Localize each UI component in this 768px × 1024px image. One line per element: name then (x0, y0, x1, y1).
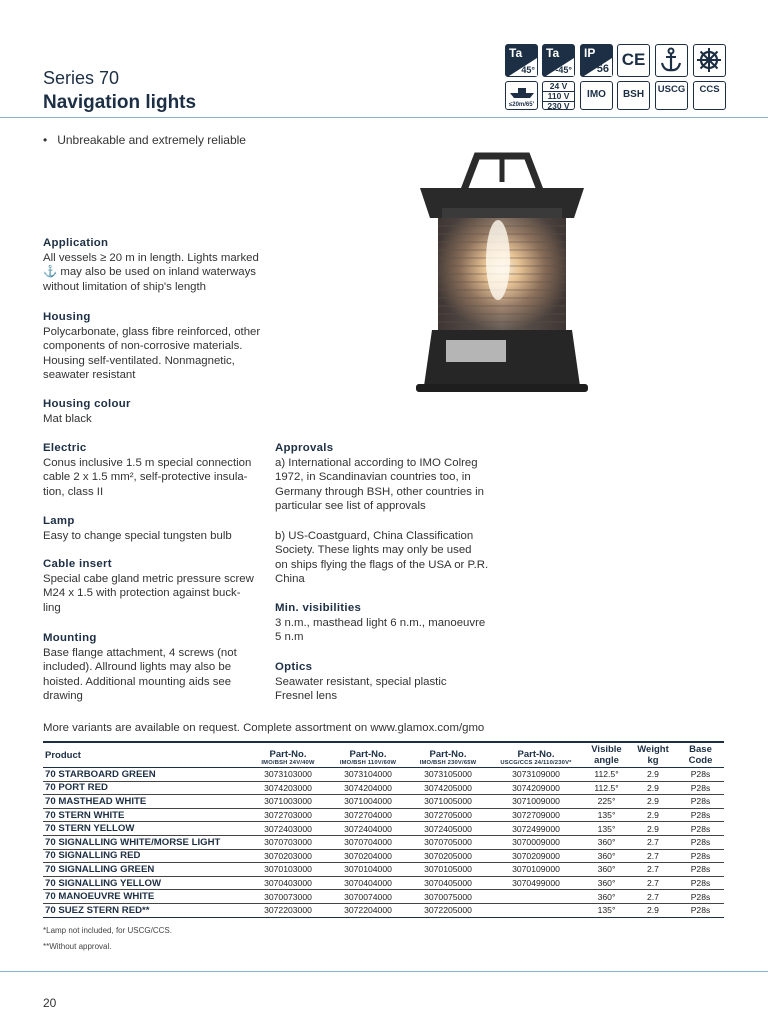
section-line: Base flange attachment, 4 screws (not (43, 646, 237, 659)
table-cell: 3072203000 (248, 903, 328, 917)
product-name-cell: 70 SUEZ STERN RED** (43, 903, 248, 917)
table-cell: 112.5° (584, 781, 629, 795)
header-main: Part-No. (429, 749, 467, 760)
table-cell: 3070209000 (488, 849, 584, 863)
feature-text: Unbreakable and extremely reliable (57, 133, 246, 147)
ta-minus-badge (542, 44, 575, 77)
section-line: on ships flying the flags of the USA or P.R. (275, 558, 489, 571)
section-line: 1972, in Scandinavian countries too, in (275, 471, 471, 484)
table-cell: 360° (584, 835, 629, 849)
table-cell: 3070204000 (328, 849, 408, 863)
bullet-icon: • (43, 133, 58, 147)
table-cell: P28s (677, 808, 724, 822)
table-cell: 3070105000 (408, 863, 488, 877)
product-name-cell: 70 PORT RED (43, 781, 248, 795)
section-electric (43, 441, 268, 499)
table-cell: 3072205000 (408, 903, 488, 917)
ip-label: IP (584, 46, 596, 60)
table-cell: 3071005000 (408, 795, 488, 809)
section-line: components of non-corrosive materials. (43, 340, 243, 353)
section-line: Conus inclusive 1.5 m special connection (43, 456, 252, 469)
product-name-cell: 70 STARBOARD GREEN (43, 768, 248, 782)
table-cell: 3070075000 (408, 890, 488, 904)
section-lamp (43, 514, 268, 543)
product-name-cell: 70 MASTHEAD WHITE (43, 795, 248, 809)
table-cell: P28s (677, 781, 724, 795)
table-cell: 360° (584, 876, 629, 890)
table-cell: 3074209000 (488, 781, 584, 795)
table-cell: P28s (677, 795, 724, 809)
section-line: Polycarbonate, glass fibre reinforced, other (43, 325, 261, 338)
table-cell: 3074205000 (408, 781, 488, 795)
table-cell: 3073105000 (408, 768, 488, 782)
table-cell: 2.7 (629, 835, 677, 849)
section-line: China (275, 573, 305, 586)
table-cell: 3071004000 (328, 795, 408, 809)
table-cell: 3073103000 (248, 768, 328, 782)
boat-length-value: ≤20m/65' (508, 102, 535, 108)
table-cell: P28s (677, 876, 724, 890)
section-line: included). Allround lights may also be (43, 661, 232, 674)
section-housing-colour (43, 397, 268, 426)
table-cell: 3072703000 (248, 808, 328, 822)
section-line: All vessels ≥ 20 m in length. Lights marked (43, 251, 259, 264)
table-cell: P28s (677, 835, 724, 849)
table-cell: 2.7 (629, 876, 677, 890)
product-name-cell: 70 MANOEUVRE WHITE (43, 890, 248, 904)
page-title: Navigation lights (43, 92, 197, 113)
section-line: drawing (43, 690, 83, 703)
ta-minus-label: Ta (546, 46, 560, 60)
table-row (43, 768, 724, 782)
product-name-cell: 70 SIGNALLING WHITE/MORSE LIGHT (43, 835, 248, 849)
ta-plus-badge (505, 44, 538, 77)
table-cell: P28s (677, 863, 724, 877)
table-cell: P28s (677, 903, 724, 917)
voltage-badge (542, 81, 575, 110)
col-part-no-24v (248, 742, 328, 768)
table-cell: 3070405000 (408, 876, 488, 890)
table-cell: 3072403000 (248, 822, 328, 836)
table-cell: 3070404000 (328, 876, 408, 890)
anchor-icon (656, 45, 686, 75)
col-visible-angle: Visible angle (584, 742, 629, 768)
col-part-no-uscg (488, 742, 584, 768)
section-line: hoisted. Additional mounting aids see (43, 675, 232, 688)
anchor-badge (655, 44, 688, 77)
table-row (43, 903, 724, 917)
section-line: Easy to change special tungsten bulb (43, 529, 232, 542)
voltage-24: 24 V (543, 82, 574, 92)
table-cell: 3070104000 (328, 863, 408, 877)
voltage-230: 230 V (547, 101, 570, 111)
table-cell: 2.9 (629, 795, 677, 809)
table-cell: 135° (584, 903, 629, 917)
section-heading: Min. visibilities (275, 602, 362, 614)
col-part-no-110v (328, 742, 408, 768)
table-row (43, 890, 724, 904)
section-housing (43, 310, 268, 383)
imo-badge: IMO (580, 81, 613, 110)
table-cell: 3070499000 (488, 876, 584, 890)
page-number: 20 (43, 996, 57, 1010)
table-cell: 2.9 (629, 822, 677, 836)
series-label: Series 70 (43, 68, 120, 88)
ip-badge (580, 44, 613, 77)
certification-badges (505, 44, 729, 114)
section-heading: Approvals (275, 442, 334, 454)
table-cell: 3072204000 (328, 903, 408, 917)
product-name-cell: 70 SIGNALLING RED (43, 849, 248, 863)
table-cell: 135° (584, 808, 629, 822)
table-cell: P28s (677, 822, 724, 836)
table-cell: P28s (677, 849, 724, 863)
table-cell: 3070009000 (488, 835, 584, 849)
section-heading: Electric (43, 442, 87, 454)
col-weight: Weight kg (629, 742, 677, 768)
header-main: Part-No. (269, 749, 307, 760)
table-body (43, 768, 724, 918)
ip-value: 56 (596, 63, 609, 75)
more-variants-note: More variants are available on request. Complete assortment on www.glamox.com/gmo (43, 722, 485, 734)
section-min-visibilities (275, 601, 505, 645)
feature-bullet (43, 133, 246, 147)
section-line: Mat black (43, 412, 92, 425)
boat-length-badge (505, 81, 538, 110)
section-line: Fresnel lens (275, 690, 338, 703)
section-line: Special cabe gland metric pressure screw (43, 572, 254, 585)
table-cell: 225° (584, 795, 629, 809)
navigation-light-image (402, 148, 602, 398)
section-line: M24 x 1.5 with protection against buck- (43, 587, 241, 600)
table-cell: 2.7 (629, 849, 677, 863)
header-divider (0, 117, 768, 118)
table-row (43, 863, 724, 877)
table-cell: 3070073000 (248, 890, 328, 904)
table-cell: 3070103000 (248, 863, 328, 877)
ship-wheel-icon (694, 45, 724, 75)
table-cell: 3073104000 (328, 768, 408, 782)
table-cell (488, 903, 584, 917)
footnote-lamp: *Lamp not included, for USCG/CCS. (43, 926, 172, 935)
section-line: b) US-Coastguard, China Classification (275, 529, 474, 542)
table-cell: 3074203000 (248, 781, 328, 795)
table-cell: 3070704000 (328, 835, 408, 849)
uscg-badge: USCG (655, 81, 688, 110)
table-header (43, 742, 724, 768)
table-cell: 3072705000 (408, 808, 488, 822)
table-row (43, 808, 724, 822)
section-heading: Mounting (43, 632, 97, 644)
table-cell: 112.5° (584, 768, 629, 782)
header-main: Part-No. (349, 749, 387, 760)
header-sub: IMO/BSH 230V/65W (419, 760, 477, 766)
section-heading: Housing (43, 311, 91, 323)
table-cell: 3070109000 (488, 863, 584, 877)
section-line: a) International according to IMO Colreg (275, 456, 478, 469)
table-cell: 2.9 (629, 808, 677, 822)
table-cell: 135° (584, 822, 629, 836)
section-line: ling (43, 601, 61, 614)
section-mounting (43, 631, 268, 704)
section-line: 3 n.m., masthead light 6 n.m., manoeuvre (275, 616, 486, 629)
table-cell: 3072704000 (328, 808, 408, 822)
section-line: tion, class II (43, 485, 104, 498)
product-name-cell: 70 STERN YELLOW (43, 822, 248, 836)
table-row (43, 822, 724, 836)
section-heading: Lamp (43, 515, 75, 527)
table-cell: 360° (584, 890, 629, 904)
table-cell: P28s (677, 768, 724, 782)
section-line: Seawater resistant, special plastic (275, 675, 447, 688)
product-name-cell: 70 SIGNALLING YELLOW (43, 876, 248, 890)
section-heading: Application (43, 237, 109, 249)
section-line: Society. These lights may only be used (275, 544, 472, 557)
ce-badge: CE (617, 44, 650, 77)
table-cell: 3070203000 (248, 849, 328, 863)
product-name-cell: 70 SIGNALLING GREEN (43, 863, 248, 877)
table-cell (488, 890, 584, 904)
header-sub: IMO/BSH 24V/40W (261, 760, 315, 766)
table-cell: P28s (677, 890, 724, 904)
footnote-approval: **Without approval. (43, 942, 112, 951)
col-part-no-230v (408, 742, 488, 768)
table-cell: 2.9 (629, 903, 677, 917)
section-line: 5 n.m (275, 631, 304, 644)
section-line: Housing self-ventilated. Nonmagnetic, (43, 354, 235, 367)
table-cell: 2.7 (629, 890, 677, 904)
table-row (43, 781, 724, 795)
section-optics (275, 660, 505, 704)
table-cell: 3072709000 (488, 808, 584, 822)
section-heading: Cable insert (43, 558, 112, 570)
table-row (43, 835, 724, 849)
table-cell: 2.9 (629, 768, 677, 782)
table-cell: 360° (584, 863, 629, 877)
footer-divider (0, 971, 768, 972)
voltage-110: 110 V (543, 92, 574, 102)
table-cell: 3071003000 (248, 795, 328, 809)
section-heading: Housing colour (43, 398, 131, 410)
table-cell: 3074204000 (328, 781, 408, 795)
ta-plus-label: Ta (509, 46, 523, 60)
section-line: cable 2 x 1.5 mm², self-protective insula- (43, 471, 248, 484)
header-main: Part-No. (517, 749, 555, 760)
table-cell: 3071009000 (488, 795, 584, 809)
col-product: Product (43, 742, 248, 768)
product-table (43, 741, 724, 918)
table-row (43, 849, 724, 863)
table-cell: 3070705000 (408, 835, 488, 849)
header-sub: IMO/BSH 110V/60W (339, 760, 397, 766)
ta-minus-value: -45° (555, 65, 572, 75)
header-sub: USCG/CCS 24/110/230V* (500, 760, 572, 766)
table-cell: 3070703000 (248, 835, 328, 849)
section-cable-insert (43, 557, 268, 615)
table-cell: 3073109000 (488, 768, 584, 782)
table-cell: 3072405000 (408, 822, 488, 836)
section-line: without limitation of ship's length (43, 280, 206, 293)
table-row (43, 876, 724, 890)
table-cell: 3070205000 (408, 849, 488, 863)
table-cell: 3072404000 (328, 822, 408, 836)
product-name-cell: 70 STERN WHITE (43, 808, 248, 822)
table-cell: 3070403000 (248, 876, 328, 890)
table-row (43, 795, 724, 809)
section-spacer (275, 514, 505, 529)
section-line: particular see list of approvals (275, 500, 426, 513)
section-application (43, 236, 268, 294)
table-cell: 360° (584, 849, 629, 863)
section-line: Germany through BSH, other countries in (275, 485, 484, 498)
section-approvals (275, 441, 505, 587)
section-line: seawater resistant (43, 369, 136, 382)
table-cell: 3070074000 (328, 890, 408, 904)
col-base-code: Base Code (677, 742, 724, 768)
section-line: ⚓ may also be used on inland waterways (43, 266, 256, 279)
bsh-badge: BSH (617, 81, 650, 110)
wheel-badge (693, 44, 726, 77)
table-cell: 2.9 (629, 781, 677, 795)
section-heading: Optics (275, 661, 313, 673)
ta-plus-value: 45° (521, 65, 535, 75)
table-cell: 3072499000 (488, 822, 584, 836)
boat-icon (507, 84, 537, 100)
ccs-badge: CCS (693, 81, 726, 110)
table-cell: 2.7 (629, 863, 677, 877)
